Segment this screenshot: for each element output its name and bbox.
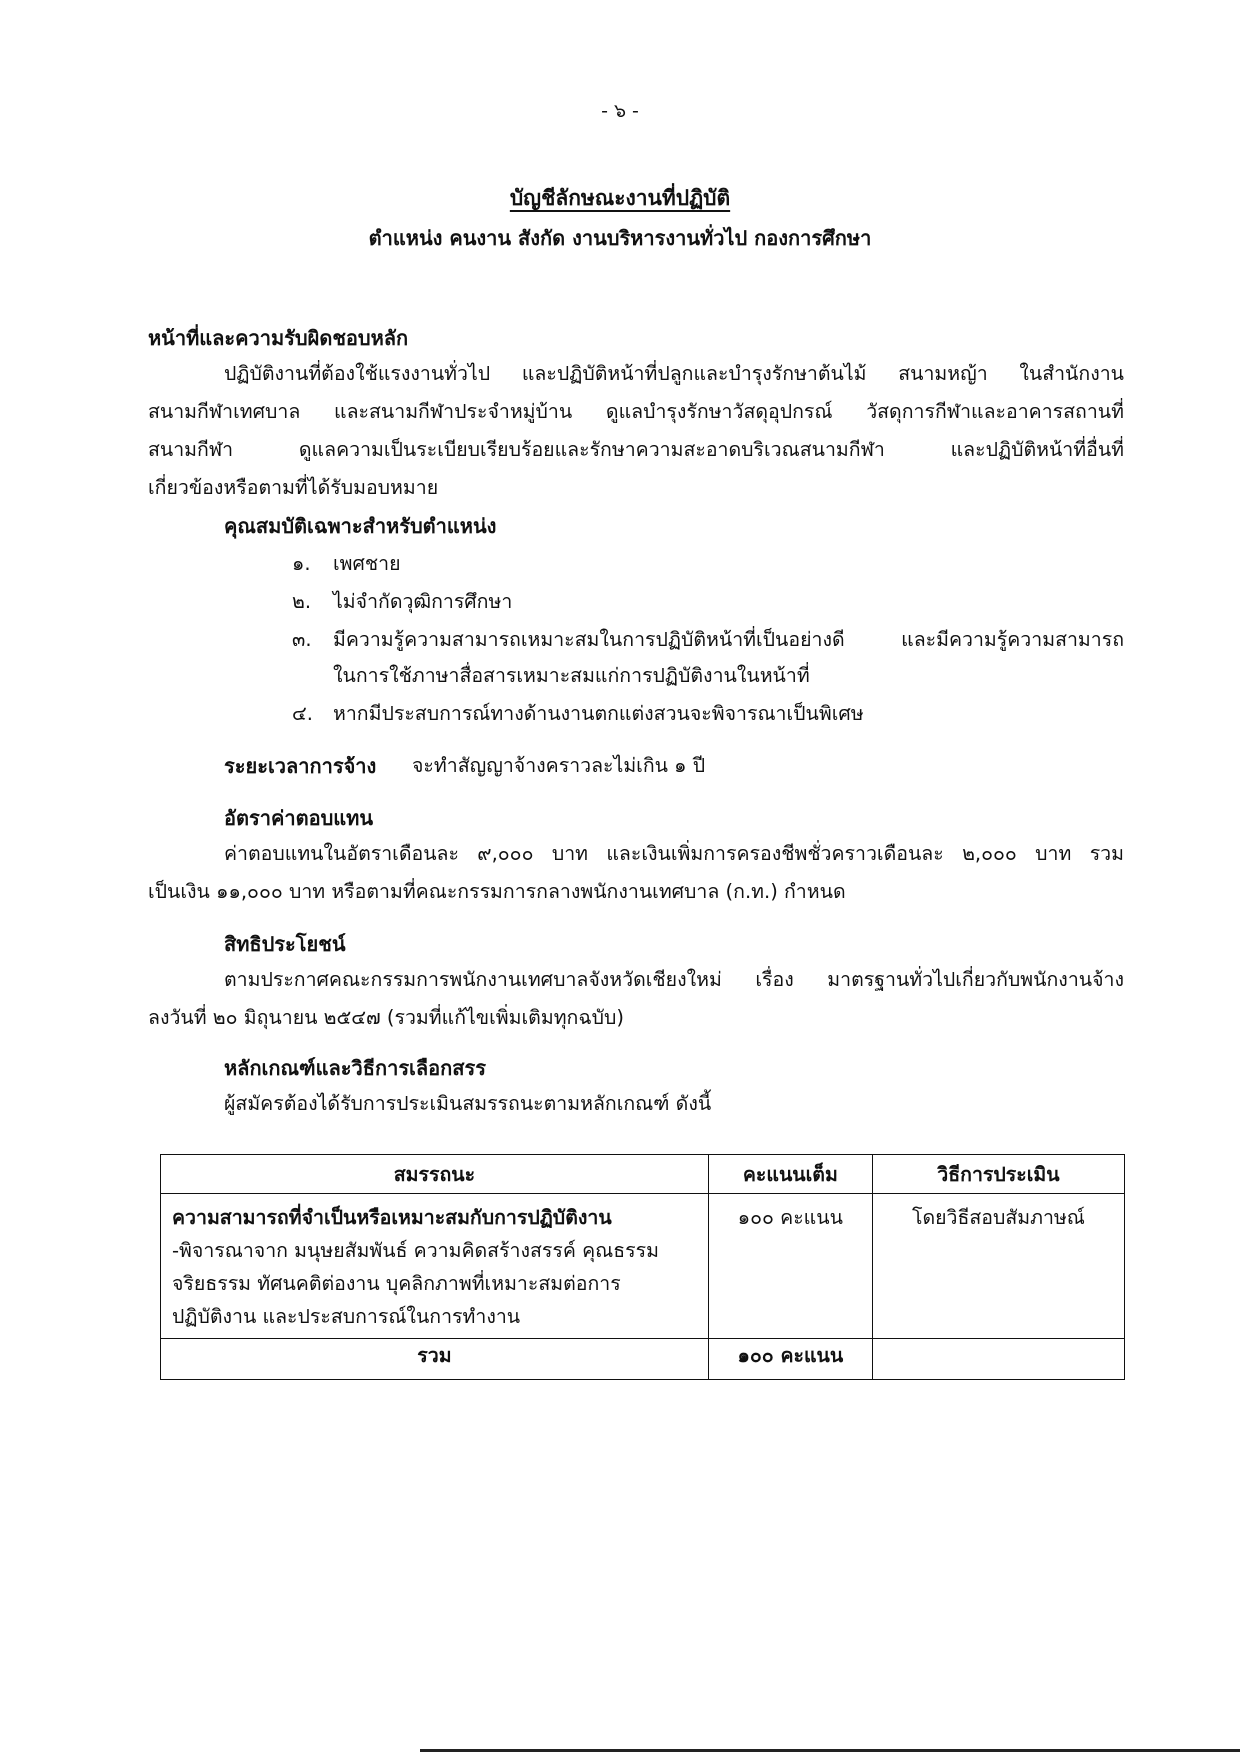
- method-cell: [872, 1194, 1124, 1339]
- employment-text: จะทำสัญญาจ้างคราวละไม่เกิน ๑ ปี: [412, 754, 706, 777]
- duties-line: ปฏิบัติงานที่ต้องใช้แรงงานทั่วไป และปฏิบัติหน้าที่ปลูกและบำรุงรักษาต้นไม้ สนามหญ้า ในสำนักงาน: [224, 362, 1124, 385]
- competency-title: ความสามารถที่จำเป็นหรือเหมาะสมกับการปฏิบัติงาน: [172, 1206, 612, 1229]
- compensation-heading: อัตราค่าตอบแทน: [224, 806, 374, 830]
- page-title: บัญชีลักษณะงานที่ปฏิบัติ: [509, 186, 731, 210]
- duties-heading: หน้าที่และความรับผิดชอบหลัก: [148, 326, 409, 350]
- page-number: - ๖ -: [601, 100, 639, 122]
- total-score: ๑๐๐ คะแนน: [708, 1339, 872, 1380]
- duties-line: เกี่ยวข้องหรือตามที่ได้รับมอบหมาย: [148, 476, 439, 499]
- employment-heading: ระยะเวลาการจ้าง: [224, 754, 377, 778]
- scan-edge-line: [420, 1749, 1240, 1752]
- benefits-line: ลงวันที่ ๒๐ มิถุนายน ๒๕๔๗ (รวมที่แก้ไขเพิ่มเติมทุกฉบับ): [148, 1006, 624, 1029]
- qualification-text: เพศชาย: [333, 552, 401, 575]
- qualification-text: ในการใช้ภาษาสื่อสารเหมาะสมแก่การปฏิบัติงานในหน้าที่: [333, 664, 810, 687]
- assessment-method: โดยวิธีสอบสัมภาษณ์: [911, 1206, 1085, 1229]
- competency-desc-line: -พิจารณาจาก มนุษยสัมพันธ์ ความคิดสร้างสรรค์ คุณธรรม: [172, 1239, 659, 1262]
- score-cell: [708, 1194, 872, 1339]
- qualifications-heading: คุณสมบัติเฉพาะสำหรับตำแหน่ง: [224, 514, 497, 538]
- benefits-heading: สิทธิประโยชน์: [224, 932, 346, 956]
- total-label: รวม: [161, 1339, 709, 1380]
- header-full-score: คะแนนเต็ม: [708, 1155, 872, 1194]
- selection-heading: หลักเกณฑ์และวิธีการเลือกสรร: [224, 1056, 486, 1080]
- benefits-line: ตามประกาศคณะกรรมการพนักงานเทศบาลจังหวัดเชียงใหม่ เรื่อง มาตรฐานทั่วไปเกี่ยวกับพนักงานจ้าง: [224, 968, 1124, 991]
- compensation-line: ค่าตอบแทนในอัตราเดือนละ ๙,๐๐๐ บาท และเงินเพิ่มการครองชีพชั่วคราวเดือนละ ๒,๐๐๐ บาท รวม: [224, 842, 1124, 865]
- selection-text: ผู้สมัครต้องได้รับการประเมินสมรรถนะตามหลักเกณฑ์ ดังนี้: [224, 1092, 712, 1115]
- competency-table: [160, 1154, 1125, 1380]
- total-method: [872, 1339, 1124, 1380]
- competency-cell: [161, 1194, 709, 1339]
- qualification-text: มีความรู้ความสามารถเหมาะสมในการปฏิบัติหน้าที่เป็นอย่างดี และมีความรู้ความสามารถ: [333, 628, 1124, 651]
- position-subtitle: ตำแหน่ง คนงาน สังกัด งานบริหารงานทั่วไป กองการศึกษา: [368, 226, 872, 250]
- qualification-number: ๑.: [292, 552, 311, 575]
- competency-score: ๑๐๐ คะแนน: [737, 1206, 843, 1229]
- table-header-row: [161, 1155, 1125, 1194]
- header-method: วิธีการประเมิน: [872, 1155, 1124, 1194]
- qualification-number: ๓.: [292, 628, 312, 651]
- table-row: [161, 1194, 1125, 1339]
- table-total-row: [161, 1339, 1125, 1380]
- qualification-text: หากมีประสบการณ์ทางด้านงานตกแต่งสวนจะพิจารณาเป็นพิเศษ: [333, 702, 864, 725]
- competency-desc-line: ปฏิบัติงาน และประสบการณ์ในการทำงาน: [172, 1305, 521, 1328]
- duties-line: สนามกีฬา ดูแลความเป็นระเบียบเรียบร้อยและรักษาความสะอาดบริเวณสนามกีฬา และปฏิบัติหน้าที่อื่นที่: [148, 438, 1124, 461]
- qualification-number: ๒.: [292, 590, 312, 613]
- compensation-line: เป็นเงิน ๑๑,๐๐๐ บาท หรือตามที่คณะกรรมการกลางพนักงานเทศบาล (ก.ท.) กำหนด: [148, 880, 846, 903]
- qualification-text: ไม่จำกัดวุฒิการศึกษา: [333, 590, 513, 613]
- competency-desc-line: จริยธรรม ทัศนคติต่องาน บุคลิกภาพที่เหมาะสมต่อการ: [172, 1272, 621, 1295]
- header-competency: สมรรถนะ: [161, 1155, 709, 1194]
- duties-line: สนามกีฬาเทศบาล และสนามกีฬาประจำหมู่บ้าน ดูแลบำรุงรักษาวัสดุอุปกรณ์ วัสดุการกีฬาและอาคารสถานที่: [148, 400, 1124, 423]
- qualification-number: ๔.: [292, 702, 313, 725]
